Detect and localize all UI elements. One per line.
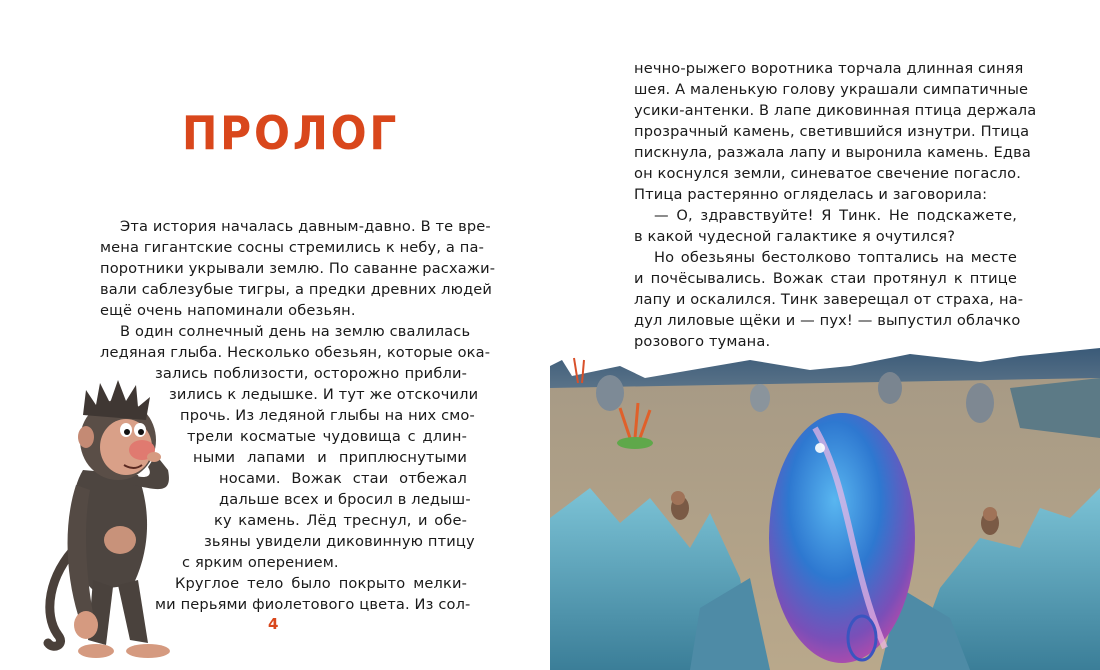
text-line: мена гигантские сосны стремились к небу, а па- — [100, 239, 484, 256]
text-line: в какой чудесной галактике я очутился? — [634, 228, 956, 245]
text-line: прочь. Из ледяной глыбы на них смо- — [180, 407, 475, 424]
text-line: зились к ледышке. И тут же отскочили — [169, 386, 479, 403]
text-line: — О, здравствуйте! Я Тинк. Не подскажете, — [654, 207, 1017, 224]
scene-illustration — [550, 348, 1100, 670]
text-line: шея. А маленькую голову украшали симпатичные — [634, 81, 1029, 98]
text-line: нечно-рыжего воротника торчала длинная синяя — [634, 60, 1024, 77]
text-line: носами. Вожак стаи отбежал — [219, 470, 467, 487]
text-line: зьяны увидели диковинную птицу — [204, 533, 475, 550]
text-line: Но обезьяны бестолково топтались на месте — [654, 249, 1017, 266]
text-line: он коснулся земли, синеватое свечение погасло. — [634, 165, 1022, 182]
text-line: ными лапами и приплюснутыми — [193, 449, 467, 466]
text-line: поротники укрывали землю. По саванне расхажи- — [100, 260, 496, 277]
page-number: 4 — [268, 615, 279, 633]
chapter-title: ПРОЛОГ — [182, 106, 400, 160]
text-line: розового тумана. — [634, 333, 771, 350]
text-line: усики-антенки. В лапе диковинная птица держала — [634, 102, 1037, 119]
monkey-illustration — [38, 375, 203, 665]
text-line: ми перьями фиолетового цвета. Из сол- — [155, 596, 471, 613]
text-line: и почёсывались. Вожак стаи протянул к птице — [634, 270, 1017, 287]
text-line: с ярким оперением. — [182, 554, 339, 571]
text-line: Эта история началась давным-давно. В те вре- — [120, 218, 491, 235]
text-line: В один солнечный день на землю свалилась — [120, 323, 471, 340]
text-line: зались поблизости, осторожно прибли- — [155, 365, 467, 382]
text-line: ку камень. Лёд треснул, и обе- — [214, 512, 467, 529]
text-line: дул лиловые щёки и — пух! — выпустил облачко — [634, 312, 1021, 329]
text-line: ледяная глыба. Несколько обезьян, которые ока- — [100, 344, 491, 361]
text-line: Птица растерянно огляделась и заговорила: — [634, 186, 988, 203]
text-line: прозрачный камень, светившийся изнутри. Птица — [634, 123, 1030, 140]
text-line: пискнула, разжала лапу и выронила камень. Едва — [634, 144, 1031, 161]
text-line: дальше всех и бросил в ледыш- — [219, 491, 471, 508]
text-line: лапу и оскалился. Тинк заверещал от страха, на- — [634, 291, 1024, 308]
text-line: вали саблезубые тигры, а предки древних людей — [100, 281, 493, 298]
text-line: трели косматые чудовища с длин- — [187, 428, 467, 445]
text-line: ещё очень напоминали обезьян. — [100, 302, 356, 319]
text-line: Круглое тело было покрыто мелки- — [175, 575, 467, 592]
